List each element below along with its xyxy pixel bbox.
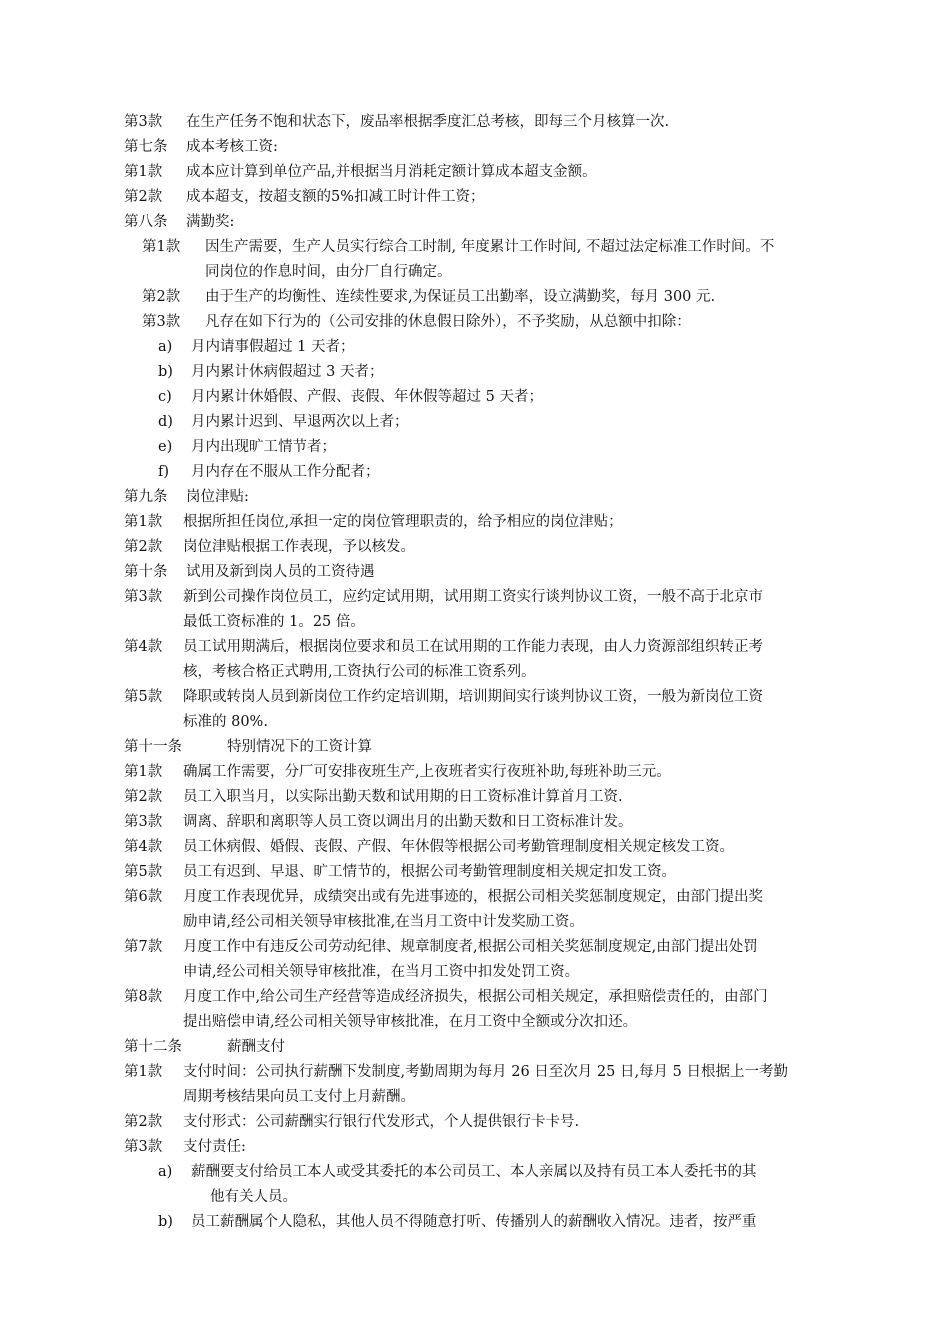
list-text: 月内请事假超过 1 天者； — [191, 339, 355, 355]
clause-line — [0, 935, 950, 959]
clause-text: 因生产需要，生产人员实行综合工时制, 年度累计工作时间, 不超过法定标准工作时间。不 — [205, 239, 775, 255]
clause-text: 由于生产的均衡性、连续性要求,为保证员工出勤率，设立满勤奖，每月 300 元. — [205, 289, 716, 305]
list-marker: e) — [158, 439, 173, 455]
clause-continuation — [0, 960, 950, 984]
article-label: 第九条 — [124, 489, 168, 505]
clause-label: 第1款 — [124, 164, 163, 180]
clause-label: 第7款 — [124, 939, 163, 955]
clause-label: 第5款 — [124, 864, 163, 880]
list-text: 他有关人员。 — [210, 1189, 297, 1205]
clause-text: 核，考核合格正式聘用,工资执行公司的标准工资系列。 — [183, 664, 536, 680]
list-item — [0, 360, 950, 384]
article-heading — [0, 1035, 950, 1059]
clause-label: 第1款 — [124, 514, 163, 530]
clause-continuation — [0, 660, 950, 684]
clause-line — [0, 1060, 950, 1084]
clause-text: 确属工作需要，分厂可安排夜班生产,上夜班者实行夜班补助,每班补助三元。 — [183, 764, 671, 780]
clause-text: 申请,经公司相关领导审核批准，在当月工资中扣发处罚工资。 — [183, 964, 580, 980]
clause-line — [0, 685, 950, 709]
clause-label: 第2款 — [124, 1114, 163, 1130]
article-heading — [0, 560, 950, 584]
clause-text: 励申请,经公司相关领导审核批准,在当月工资中计发奖励工资。 — [183, 914, 584, 930]
clause-line — [0, 535, 950, 559]
clause-text: 支付时间：公司执行薪酬下发制度,考勤周期为每月 26 日至次月 25 日,每月 5 日根据上一考勤 — [183, 1064, 788, 1080]
article-title: 试用及新到岗人员的工资待遇 — [186, 564, 375, 580]
clause-continuation — [0, 710, 950, 734]
list-item — [0, 460, 950, 484]
clause-continuation — [0, 610, 950, 634]
clause-label: 第8款 — [124, 989, 163, 1005]
clause-line — [0, 160, 950, 184]
clause-line — [0, 810, 950, 834]
clause-line — [0, 885, 950, 909]
clause-label: 第2款 — [124, 789, 163, 805]
list-marker: a) — [158, 1164, 173, 1180]
clause-label: 第3款 — [124, 114, 163, 130]
clause-label: 第2款 — [124, 189, 163, 205]
list-marker: b) — [158, 1214, 173, 1230]
list-marker: f) — [158, 464, 170, 480]
clause-continuation — [0, 1085, 950, 1109]
clause-line — [0, 835, 950, 859]
clause-text: 在生产任务不饱和状态下，废品率根据季度汇总考核，即每三个月核算一次. — [186, 114, 670, 130]
article-heading — [0, 210, 950, 234]
article-label: 第七条 — [124, 139, 168, 155]
article-title: 岗位津贴: — [186, 489, 249, 505]
list-text: 月内出现旷工情节者； — [191, 439, 336, 455]
clause-line — [0, 110, 950, 134]
clause-text: 支付形式：公司薪酬实行银行代发形式，个人提供银行卡卡号. — [183, 1114, 580, 1130]
clause-line — [0, 185, 950, 209]
clause-text: 月度工作表现优异，成绩突出或有先进事迹的，根据公司相关奖惩制度规定，由部门提出奖 — [183, 889, 763, 905]
clause-line — [0, 585, 950, 609]
clause-line — [0, 1110, 950, 1134]
clause-text: 调离、辞职和离职等人员工资以调出月的出勤天数和日工资标准计发。 — [183, 814, 633, 830]
article-label: 第十二条 — [124, 1039, 182, 1055]
clause-label: 第1款 — [124, 1064, 163, 1080]
clause-text: 同岗位的作息时间，由分厂自行确定。 — [205, 264, 452, 280]
list-marker: c) — [158, 389, 172, 405]
list-item — [0, 1160, 950, 1184]
clause-label: 第2款 — [124, 539, 163, 555]
article-label: 第八条 — [124, 214, 168, 230]
clause-text: 降职或转岗人员到新岗位工作约定培训期，培训期间实行谈判协议工资，一般为新岗位工资 — [183, 689, 763, 705]
clause-label: 第3款 — [124, 1139, 163, 1155]
list-text: 月内存在不服从工作分配者； — [191, 464, 380, 480]
article-title: 成本考核工资: — [186, 139, 278, 155]
clause-text: 凡存在如下行为的（公司安排的休息假日除外），不予奖励，从总额中扣除： — [205, 314, 691, 330]
clause-text: 成本应计算到单位产品,并根据当月消耗定额计算成本超支金额。 — [186, 164, 597, 180]
clause-line — [0, 310, 950, 334]
clause-line — [0, 985, 950, 1009]
article-title: 特别情况下的工资计算 — [227, 739, 372, 755]
clause-continuation — [0, 1010, 950, 1034]
clause-text: 成本超支，按超支额的5%扣减工时计件工资； — [186, 189, 485, 205]
clause-line — [0, 1135, 950, 1159]
article-heading — [0, 485, 950, 509]
list-continuation — [0, 1185, 950, 1209]
clause-text: 根据所担任岗位,承担一定的岗位管理职责的，给予相应的岗位津贴； — [183, 514, 623, 530]
list-item — [0, 435, 950, 459]
list-marker: d) — [158, 414, 173, 430]
article-label: 第十一条 — [124, 739, 182, 755]
clause-continuation — [0, 260, 950, 284]
list-text: 员工薪酬属个人隐私，其他人员不得随意打听、传播别人的薪酬收入情况。违者，按严重 — [191, 1214, 757, 1230]
clause-text: 新到公司操作岗位员工，应约定试用期，试用期工资实行谈判协议工资，一般不高于北京市 — [183, 589, 763, 605]
clause-text: 员工入职当月，以实际出勤天数和试用期的日工资标准计算首月工资. — [183, 789, 623, 805]
clause-line — [0, 860, 950, 884]
article-title: 薪酬支付 — [227, 1039, 285, 1055]
clause-text: 员工试用期满后，根据岗位要求和员工在试用期的工作能力表现，由人力资源部组织转正考 — [183, 639, 763, 655]
clause-label: 第3款 — [142, 314, 181, 330]
clause-text: 支付责任: — [183, 1139, 246, 1155]
list-item — [0, 1210, 950, 1234]
clause-line — [0, 760, 950, 784]
article-heading — [0, 735, 950, 759]
clause-text: 周期考核结果向员工支付上月薪酬。 — [183, 1089, 415, 1105]
article-heading — [0, 135, 950, 159]
list-item — [0, 410, 950, 434]
list-text: 月内累计休婚假、产假、丧假、年休假等超过 5 天者； — [191, 389, 543, 405]
clause-text: 最低工资标准的 1。25 倍。 — [183, 614, 365, 630]
clause-text: 岗位津贴根据工作表现，予以核发。 — [183, 539, 415, 555]
list-text: 薪酬要支付给员工本人或受其委托的本公司员工、本人亲属以及持有员工本人委托书的其 — [191, 1164, 757, 1180]
clause-label: 第4款 — [124, 639, 163, 655]
clause-text: 月度工作中有违反公司劳动纪律、规章制度者,根据公司相关奖惩制度规定,由部门提出处罚 — [183, 939, 758, 955]
list-item — [0, 335, 950, 359]
clause-line — [0, 785, 950, 809]
clause-text: 员工有迟到、早退、旷工情节的，根据公司考勤管理制度相关规定扣发工资。 — [183, 864, 676, 880]
clause-label: 第5款 — [124, 689, 163, 705]
clause-continuation — [0, 910, 950, 934]
clause-text: 月度工作中,给公司生产经营等造成经济损失，根据公司相关规定，承担赔偿责任的，由部门 — [183, 989, 768, 1005]
clause-label: 第1款 — [124, 764, 163, 780]
list-marker: b) — [158, 364, 173, 380]
clause-text: 提出赔偿申请,经公司相关领导审核批准，在月工资中全额或分次扣还。 — [183, 1014, 638, 1030]
clause-label: 第4款 — [124, 839, 163, 855]
article-title: 满勤奖: — [186, 214, 235, 230]
list-item — [0, 385, 950, 409]
clause-line — [0, 510, 950, 534]
list-marker: a) — [158, 339, 173, 355]
clause-label: 第6款 — [124, 889, 163, 905]
clause-label: 第3款 — [124, 589, 163, 605]
clause-label: 第3款 — [124, 814, 163, 830]
clause-line — [0, 635, 950, 659]
clause-text: 员工休病假、婚假、丧假、产假、年休假等根据公司考勤管理制度相关规定核发工资。 — [183, 839, 734, 855]
list-text: 月内累计迟到、早退两次以上者； — [191, 414, 409, 430]
clause-label: 第1款 — [142, 239, 181, 255]
clause-line — [0, 285, 950, 309]
clause-label: 第2款 — [142, 289, 181, 305]
article-label: 第十条 — [124, 564, 168, 580]
list-text: 月内累计休病假超过 3 天者； — [191, 364, 384, 380]
clause-text: 标准的 80%. — [183, 714, 268, 730]
clause-line — [0, 235, 950, 259]
